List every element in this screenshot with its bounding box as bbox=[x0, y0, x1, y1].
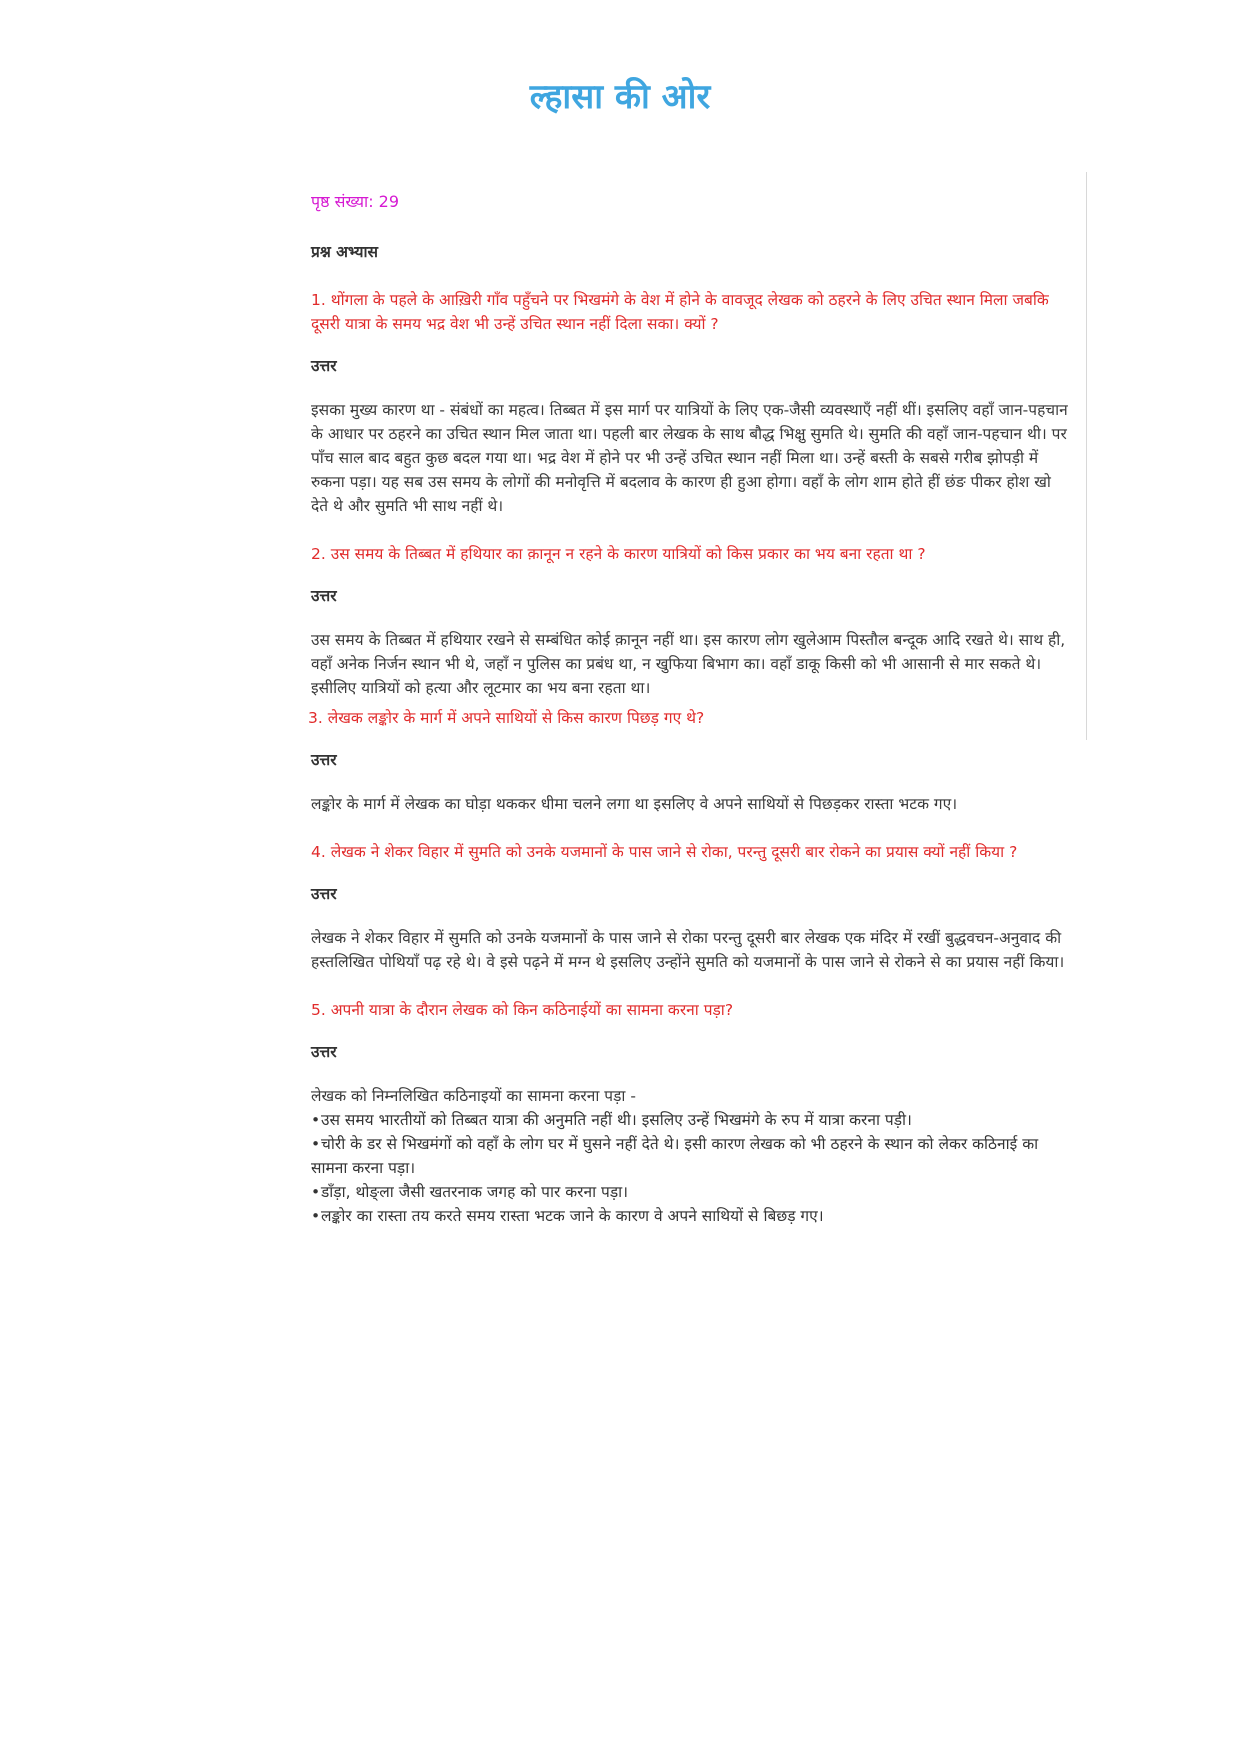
page-title: ल्हासा की ओर bbox=[529, 77, 711, 117]
answer-5-intro: लेखक को निम्नलिखित कठिनाइयों का सामना करना पड़ा - bbox=[311, 1087, 636, 1105]
question-1: 1. थोंगला के पहले के आख़िरी गाँव पहुँचने पर भिखमंगे के वेश में होने के वावजूद लेखक को ठहरने के लिए उचित स्थान मिला जबकि दूसरी यात्रा के समय भद्र वेश भी उन्हें उचित स्थान नहीं दिला सका। क्यों ? bbox=[311, 291, 1049, 333]
section-heading: प्रश्न अभ्यास bbox=[311, 243, 378, 261]
answer-label-2: उत्तर bbox=[311, 587, 337, 605]
qa-block-2 bbox=[308, 542, 1068, 700]
point-text: डाँड़ा, थोङ्ला जैसी खतरनाक जगह को पार करना पड़ा। bbox=[321, 1183, 629, 1201]
list-item bbox=[311, 1180, 1068, 1204]
list-item bbox=[311, 1204, 1068, 1228]
answer-2: उस समय के तिब्बत में हथियार रखने से सम्बंधित कोई क़ानून नहीं था। इस कारण लोग खुलेआम पिस्तौल बन्दूक आदि रखते थे। साथ ही, वहाँ अनेक निर्जन स्थान भी थे, जहाँ न पुलिस का प्रबंध था, न खुफिया बिभाग का। वहाँ डाकू किसी को भी आसानी से मार सकते थे। इसीलिए यात्रियों को हत्या और लूटमार का भय बना रहता था। bbox=[311, 631, 1066, 697]
bullet-icon: • bbox=[311, 1111, 321, 1129]
question-4: 4. लेखक ने शेकर विहार में सुमति को उनके यजमानों के पास जाने से रोका, परन्तु दूसरी बार रोकने का प्रयास क्यों नहीं किया ? bbox=[311, 843, 1018, 861]
qa-block-4 bbox=[308, 840, 1068, 974]
answer-label-1: उत्तर bbox=[311, 357, 337, 375]
qa-block-1 bbox=[308, 288, 1068, 518]
bullet-icon: • bbox=[311, 1135, 321, 1153]
bullet-icon: • bbox=[311, 1183, 321, 1201]
page-number: पृष्ठ संख्या: 29 bbox=[311, 192, 400, 211]
answer-1: इसका मुख्य कारण था - संबंधों का महत्व। तिब्बत में इस मार्ग पर यात्रियों के लिए एक-जैसी व्यवस्थाएँ नहीं थीं। इसलिए वहाँ जान-पहचान के आधार पर ठहरने का उचित स्थान मिल जाता था। पहली बार लेखक के साथ बौद्ध भिक्षु सुमति थे। सुमति की वहाँ जान-पहचान थी। पर पाँच साल बाद बहुत कुछ बदल गया था। भद्र वेश में होने पर भी उन्हें उचित स्थान नहीं मिला था। उन्हें बस्ती के सबसे गरीब झोपड़ी में रुकना पड़ा। यह सब उस समय के लोगों की मनोवृत्ति में बदलाव के कारण ही हुआ होगा। वहाँ के लोग शाम होते हीं छंङ पीकर होश खो देते थे और सुमति भी साथ नहीं थे। bbox=[311, 401, 1068, 515]
question-5: 5. अपनी यात्रा के दौरान लेखक को किन कठिनाईयों का सामना करना पड़ा? bbox=[311, 1001, 734, 1019]
point-text: उस समय भारतीयों को तिब्बत यात्रा की अनुमति नहीं थी। इसलिए उन्हें भिखमंगे के रुप में यात्रा करना पड़ी। bbox=[321, 1111, 912, 1129]
list-item bbox=[311, 1132, 1068, 1180]
question-2: 2. उस समय के तिब्बत में हथियार का क़ानून न रहने के कारण यात्रियों को किस प्रकार का भय बना रहता था ? bbox=[311, 545, 926, 563]
answer-3: लङ्कोर के मार्ग में लेखक का घोड़ा थककर धीमा चलने लगा था इसलिए वे अपने साथियों से पिछड़कर रास्ता भटक गए। bbox=[311, 795, 958, 813]
document-content bbox=[308, 190, 1068, 1228]
answer-label-4: उत्तर bbox=[311, 885, 337, 903]
list-item bbox=[311, 1108, 1068, 1132]
point-text: लङ्कोर का रास्ता तय करते समय रास्ता भटक जाने के कारण वे अपने साथियों से बिछड़ गए। bbox=[321, 1207, 824, 1225]
right-margin-rule bbox=[1086, 172, 1087, 740]
bullet-icon: • bbox=[311, 1207, 321, 1225]
answer-label-5: उत्तर bbox=[311, 1043, 337, 1061]
question-3: 3. लेखक लङ्कोर के मार्ग में अपने साथियों से किस कारण पिछड़ गए थे? bbox=[308, 709, 705, 727]
answer-label-3: उत्तर bbox=[311, 751, 337, 769]
qa-block-5 bbox=[308, 998, 1068, 1228]
qa-block-3 bbox=[308, 706, 1068, 816]
answer-5-points bbox=[311, 1108, 1068, 1228]
answer-4: लेखक ने शेकर विहार में सुमति को उनके यजमानों के पास जाने से रोका परन्तु दूसरी बार लेखक एक मंदिर में रखीं बुद्धवचन-अनुवाद की हस्तलिखित पोथियाँ पढ़ रहे थे। वे इसे पढ़ने में मग्न थे इसलिए उन्होंने सुमति को यजमानों के पास जाने से रोकने से का प्रयास नहीं किया। bbox=[311, 929, 1065, 971]
point-text: चोरी के डर से भिखमंगों को वहाँ के लोग घर में घुसने नहीं देते थे। इसी कारण लेखक को भी ठहरने के स्थान को लेकर कठिनाई का सामना करना पड़ा। bbox=[311, 1135, 1039, 1177]
